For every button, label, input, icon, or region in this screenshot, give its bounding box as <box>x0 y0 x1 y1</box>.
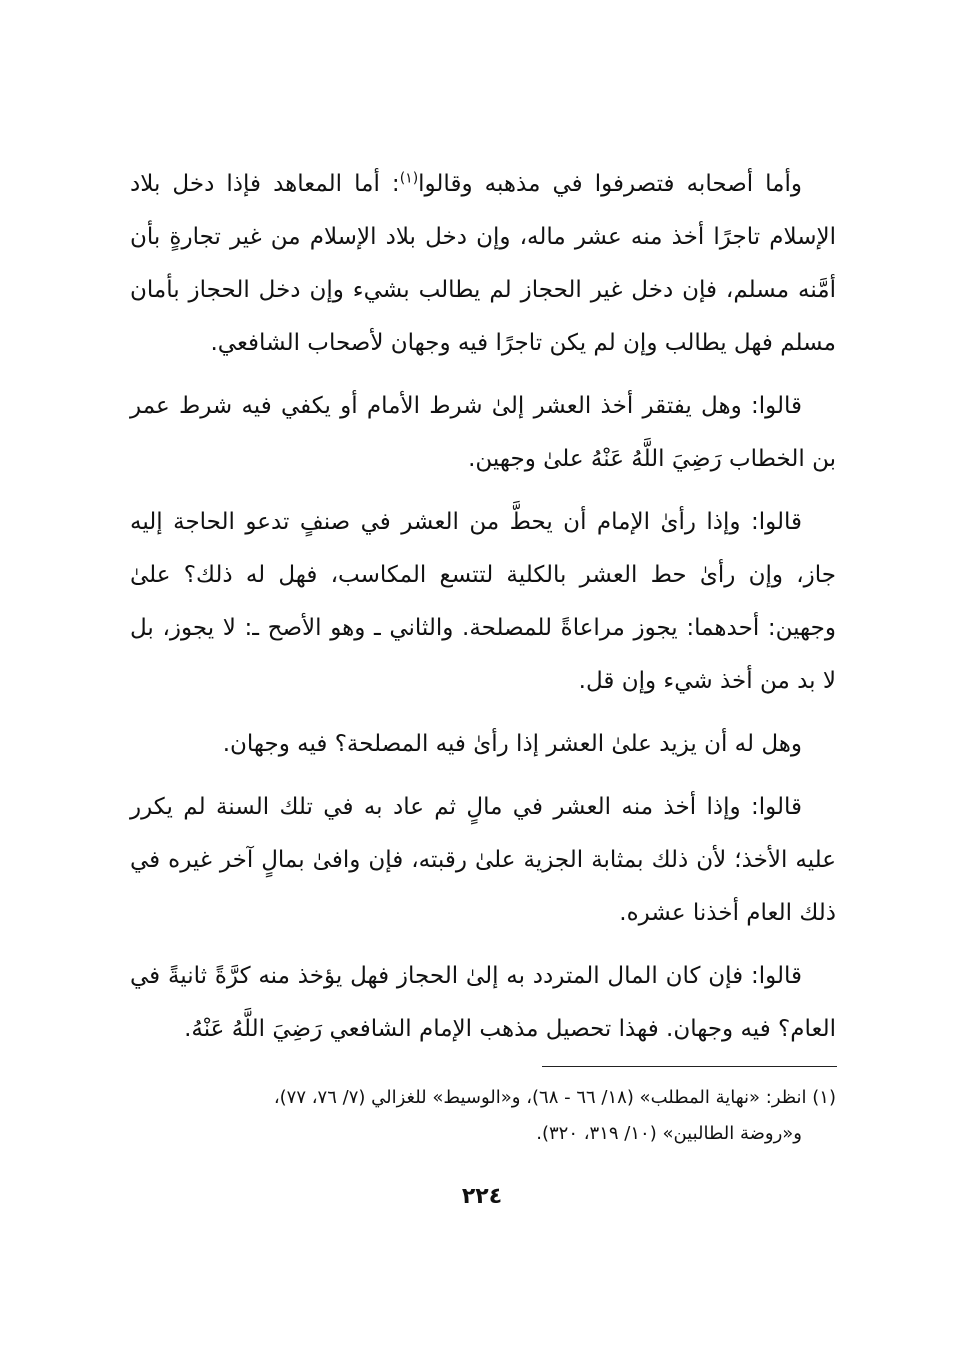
footnote-line-2: و«روضة الطالبين» (١٠/ ٣١٩، ٣٢٠). <box>536 1123 802 1144</box>
page-number: ٢٢٤ <box>461 1184 503 1209</box>
footnote <box>130 1080 836 1152</box>
paragraph-1 <box>130 158 836 370</box>
paragraph-1-text-after-ref: : أما المعاهد فإذا دخل بلاد الإسلام تاجرًا أخذ منه عشر ماله، وإن دخل بلاد الإسلام من غير تجارةٍ بأن أمَّنه مسلم، فإن دخل غير الحجاز لم يطالب بشيء وإن دخل الحجاز بأمان مسلم فهل يطالب وإن لم يكن تاجرًا فيه وجهان لأصحاب الشافعي. <box>130 171 836 356</box>
footnote-separator <box>542 1066 837 1067</box>
paragraph-5: قالوا: وإذا أخذ منه العشر في مالٍ ثم عاد به في تلك السنة لم يكرر عليه الأخذ؛ لأن ذلك بمثابة الجزية علىٰ رقبته، فإن وافىٰ بمالٍ آخر غيره في ذلك العام أخذنا عشره. <box>130 794 836 926</box>
paragraph-4: وهل له أن يزيد علىٰ العشر إذا رأىٰ فيه المصلحة؟ فيه وجهان. <box>222 731 802 757</box>
paragraph-6: قالوا: فإن كان المال المتردد به إلىٰ الحجاز فهل يؤخذ منه كرَّةً ثانيةً في العام؟ فيه وجهان. فهذا تحصيل مذهب الإمام الشافعي رَضِيَ اللَّهُ عَنْهُ. <box>130 963 836 1042</box>
footnote-line-1: (١) انظر: «نهاية المطلب» (١٨/ ٦٦ - ٦٨)، و«الوسيط» للغزالي (٧/ ٧٦، ٧٧)، <box>273 1087 836 1108</box>
paragraph-2: قالوا: وهل يفتقر أخذ العشر إلىٰ شرط الأمام أو يكفي فيه شرط عمر بن الخطاب رَضِيَ اللَّهُ عَنْهُ علىٰ وجهين. <box>130 393 836 472</box>
paragraph-1-text-before-ref: وأما أصحابه فتصرفوا في مذهبه وقالوا <box>418 171 803 197</box>
footnote-reference[interactable]: (١) <box>399 170 419 187</box>
paragraph-3: قالوا: وإذا رأىٰ الإمام أن يحطَّ من العشر في صنفٍ تدعو الحاجة إليه جاز، وإن رأىٰ حط العشر بالكلية لتتسع المكاسب، فهل له ذلك؟ علىٰ وجهين: أحدهما: يجوز مراعاةً للمصلحة. والثاني ـ وهو الأصح ـ: لا يجوز، بل لا بد من أخذ شيء وإن قل. <box>130 509 836 694</box>
main-text <box>130 158 836 1066</box>
